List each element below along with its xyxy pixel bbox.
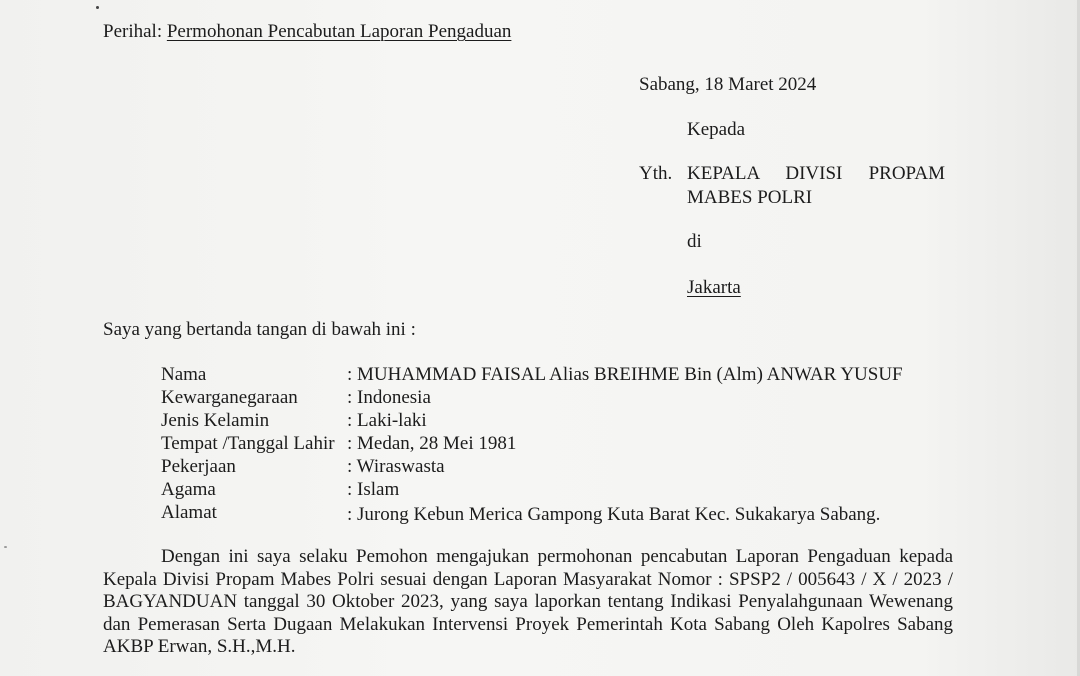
identity-label-kewarganegaraan: Kewarganegaraan <box>161 387 298 408</box>
identity-label-nama: Nama <box>161 364 207 385</box>
identity-value-kewarganegaraan: : Indonesia <box>347 387 431 408</box>
recipient-city: Jakarta <box>687 277 741 298</box>
identity-label-tempat-tanggal-lahir: Tempat /Tanggal Lahir <box>161 433 335 454</box>
identity-label-agama: Agama <box>161 479 216 500</box>
recipient-kepada: Kepada <box>687 119 746 140</box>
recipient-di: di <box>687 231 702 252</box>
identity-value-jenis-kelamin: : Laki-laki <box>347 410 427 431</box>
identity-value-pekerjaan: : Wiraswasta <box>347 456 445 477</box>
body-paragraph <box>103 546 953 659</box>
identity-value-tempat-tanggal-lahir: : Medan, 28 Mei 1981 <box>347 433 517 454</box>
identity-label-alamat: Alamat <box>161 502 217 523</box>
recipient-line1: KEPALA DIVISI PROPAM <box>687 163 945 184</box>
identity-value-nama: : MUHAMMAD FAISAL Alias BREIHME Bin (Alm) ANWAR YUSUF <box>347 364 903 385</box>
perihal-line <box>103 20 511 43</box>
recipient-yth: Yth. <box>639 163 673 184</box>
perihal-subject: Permohonan Pencabutan Laporan Pengaduan <box>166 21 512 42</box>
intro-statement: Saya yang bertanda tangan di bawah ini : <box>103 319 416 340</box>
perihal-label: Perihal: <box>103 21 163 42</box>
identity-value-agama: : Islam <box>347 479 400 500</box>
identity-label-jenis-kelamin: Jenis Kelamin <box>161 410 270 431</box>
identity-value-alamat: : Jurong Kebun Merica Gampong Kuta Barat Kec. Sukakarya Sabang. <box>347 504 881 525</box>
paper-speck <box>96 6 99 9</box>
recipient-line2: MABES POLRI <box>687 187 813 208</box>
letter-date: Sabang, 18 Maret 2024 <box>639 74 817 95</box>
identity-label-pekerjaan: Pekerjaan <box>161 456 236 477</box>
paper-speck <box>4 546 7 548</box>
body-paragraph-text: Dengan ini saya selaku Pemohon mengajukan permohonan pencabutan Laporan Pengaduan kepada Kepala Divisi Propam Mabes Polri sesuai dengan Laporan Masyarakat Nomor : SPSP2 / 005643 / X / 2023 / BAGYANDUAN tanggal 30 Oktober 2023, yang saya laporkan tentang Indikasi Penyalahgunaan Wewenang dan Pemerasan Serta Dugaan Melakukan Intervensi Proyek Pemerintah Kota Sabang Oleh Kapolres Sabang AKBP Erwan, S.H.,M.H. <box>103 546 953 657</box>
